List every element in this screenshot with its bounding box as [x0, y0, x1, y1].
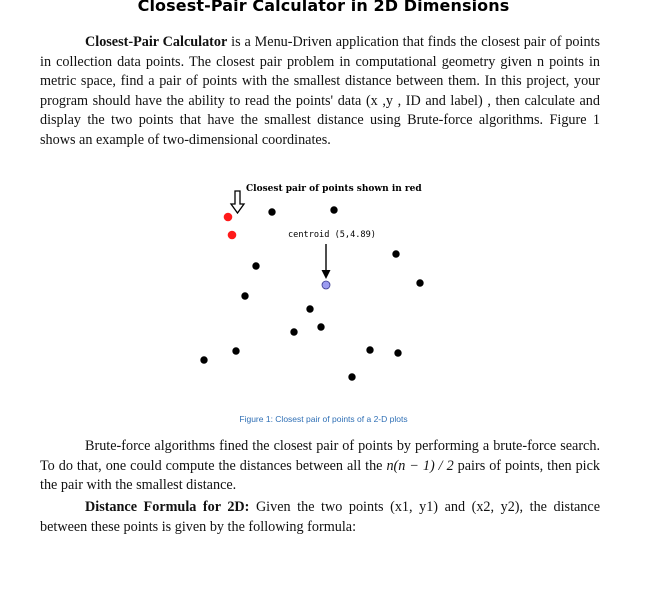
closest-pair-figure [190, 172, 450, 402]
pairs-formula: n(n − 1) / 2 [386, 457, 454, 474]
figure-caption: Figure 1: Closest pair of points of a 2-D plots [239, 414, 408, 424]
data-point [330, 206, 337, 213]
closest-pair-annotation: Closest pair of points shown in red [246, 184, 422, 194]
intro-text: is a Menu-Driven application that finds the closest pair of points in collection data points. The closest pair problem in computational geometry given n points in metric space, find a pair of points with the smallest distance between them. In this project, your program should have the ability to read the points' data (x ,y , ID and label) , then calculate and display the two points that have the smallest distance using Brute-force algorithms. Figure 1 shows an example of two-dimensional coordinates. [40, 34, 601, 148]
closest-point-a [224, 213, 233, 222]
data-point [252, 262, 259, 269]
data-point [394, 349, 401, 356]
data-point [366, 346, 373, 353]
data-point [241, 292, 248, 299]
data-point [416, 279, 423, 286]
data-point [200, 356, 207, 363]
brute-force-paragraph [40, 437, 600, 496]
data-point [290, 328, 297, 335]
data-point [392, 250, 399, 257]
data-point [317, 323, 324, 330]
distance-bold-lead: Distance Formula for 2D: [85, 499, 250, 515]
closest-pair-arrow-icon [231, 191, 244, 213]
intro-bold-lead: Closest-Pair Calculator [85, 34, 228, 50]
intro-paragraph [40, 33, 600, 151]
data-point [348, 373, 355, 380]
centroid-point [322, 281, 330, 289]
data-point [306, 305, 313, 312]
distance-paragraph [40, 498, 600, 537]
brute-force-text-after: pairs of points, then pick the pair with the smallest distance. [40, 457, 601, 494]
distance-text: Given the two points (x1, y1) and (x2, y2), the distance between these points is given by the following formula: [40, 499, 600, 535]
brute-force-text-before: Brute-force algorithms fined the closest pair of points by performing a brute-force search. To do that, one could compute the distances between all the [40, 438, 600, 474]
page-title: Closest-Pair Calculator in 2D Dimensions [137, 0, 510, 15]
closest-point-b [228, 231, 237, 240]
centroid-arrow-head-icon [322, 270, 331, 279]
data-point [268, 208, 275, 215]
centroid-annotation: centroid (5,4.89) [288, 230, 376, 240]
data-point [232, 347, 239, 354]
